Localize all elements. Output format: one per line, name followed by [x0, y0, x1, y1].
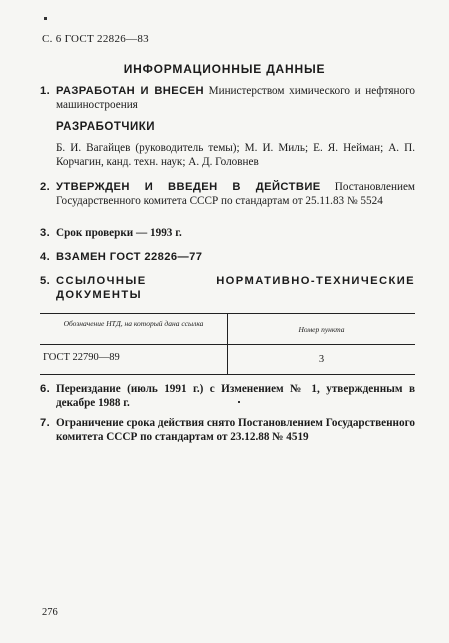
developers-heading: РАЗРАБОТЧИКИ [56, 121, 155, 133]
info-item-2 [40, 180, 415, 208]
developers-list: Б. И. Вагайцев (руководитель темы); М. И. Миль; Е. Я. Нейман; А. П. Корчагин, канд. техн. наук; А. Д. Головнев [56, 142, 415, 168]
item-number: 4. [40, 251, 51, 263]
info-item-5 [40, 274, 415, 302]
item-number: 3. [40, 227, 51, 239]
item-number: 6. [40, 383, 51, 395]
item-number: 2. [40, 181, 51, 193]
table-cell-clause: 3 [318, 354, 325, 365]
item-text: Ограничение срока действия снято Постановлением Государственного комитета СССР по стандартам от 23.12.88 № 4519 [56, 417, 415, 443]
item-number: 5. [40, 275, 51, 287]
item-heading: ССЫЛОЧНЫЕ НОРМАТИВНО-ТЕХНИЧЕСКИЕ ДОКУМЕНТЫ [56, 275, 415, 301]
page-title: ИНФОРМАЦИОННЫЕ ДАННЫЕ [123, 62, 326, 76]
item-text: Постановлением Государственного комитета СССР по стандартам от 25.11.83 № 5524 [56, 181, 415, 207]
scan-speck [238, 401, 240, 403]
item-heading: РАЗРАБОТАН И ВНЕСЕН [56, 85, 204, 97]
info-item-4 [40, 250, 415, 264]
table-header-document: Обозначение НТД, на который дана ссылка [63, 319, 204, 328]
item-number: 1. [40, 85, 51, 97]
info-item-1 [40, 84, 415, 112]
reference-table [40, 313, 415, 375]
table-header-clause: Номер пункта [298, 325, 345, 334]
page-header: С. 6 ГОСТ 22826—83 [42, 33, 149, 45]
item-heading: ВЗАМЕН ГОСТ 22826—77 [56, 251, 203, 263]
item-number: 7. [40, 417, 51, 429]
info-item-6 [40, 382, 415, 410]
page-number: 276 [42, 607, 58, 618]
item-text: Министерством химического и нефтяного машиностроения [56, 85, 415, 111]
item-heading: УТВЕРЖДЕН И ВВЕДЕН В ДЕЙСТВИЕ [56, 181, 321, 193]
info-item-7 [40, 416, 415, 444]
table-cell-document: ГОСТ 22790—89 [43, 352, 120, 363]
item-text: Срок проверки — 1993 г. [56, 227, 182, 239]
item-text: Переиздание (июль 1991 г.) с Изменением № 1, утвержденным в декабре 1988 г. [56, 383, 415, 409]
table-header-divider [40, 344, 415, 345]
scan-speck [44, 17, 47, 20]
info-item-3 [40, 226, 415, 240]
